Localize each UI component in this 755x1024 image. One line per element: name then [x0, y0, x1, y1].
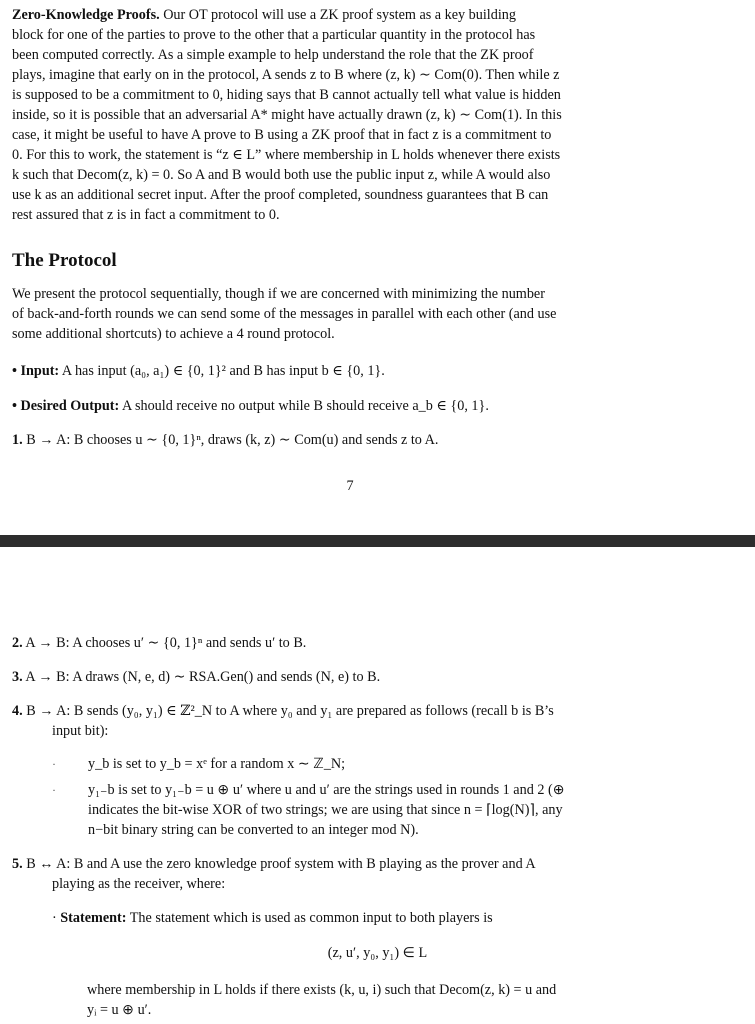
output-text: A should receive no output while B should receive a_b ∈ {0, 1}. — [119, 398, 489, 414]
condition-line: yᵢ = u ⊕ u′. — [87, 1002, 152, 1018]
step-text: B → A: B chooses u ∼ {0, 1}ⁿ, draws (k, z) ∼ Com(u) and sends z to A. — [22, 432, 439, 448]
paragraph-line: inside, so it is possible that an adversarial A* might have actually drawn (z, k) ∼ Com(1). In this — [12, 107, 562, 123]
step-4-sub-item-yb — [52, 754, 696, 774]
bullet-marker: • — [12, 363, 21, 379]
step-text: B ↔ A: B and A use the zero knowledge proof system with B playing as the prover and A — [22, 856, 536, 872]
sub-item-text: y_b is set to y_b = xᵉ for a random x ∼ ℤ_N; — [88, 756, 346, 772]
sub-item-text: indicates the bit-wise XOR of two strings; we are using that since n = ⌈log(N)⌉, any — [88, 802, 563, 818]
paragraph-line: Our OT protocol will use a ZK proof system as a key building — [159, 7, 516, 23]
paragraph-line: been computed correctly. As a simple example to help understand the role that the ZK proof — [12, 47, 534, 63]
zk-proofs-paragraph — [12, 5, 692, 225]
bullet-marker: • — [12, 398, 21, 414]
statement-label: Statement: — [60, 910, 127, 926]
input-bullet — [12, 361, 702, 381]
output-label: Desired Output: — [20, 398, 120, 414]
step-text-continued: input bit): — [52, 723, 109, 739]
step-number: 1. — [12, 432, 23, 448]
input-label: Input: — [20, 363, 60, 379]
step-number: 2. — [12, 635, 23, 651]
page-divider — [0, 535, 755, 547]
paragraph-line: We present the protocol sequentially, though if we are concerned with minimizing the number — [12, 286, 545, 302]
step-text: A → B: A draws (N, e, d) ∼ RSA.Gen() and sends (N, e) to B. — [22, 669, 381, 685]
step-text-continued: playing as the receiver, where: — [52, 876, 226, 892]
step-text: A → B: A chooses u′ ∼ {0, 1}ⁿ and sends u′ to B. — [22, 635, 307, 651]
paragraph-line: is supposed to be a commitment to 0, hiding says that B cannot actually tell what value is hidden — [12, 87, 561, 103]
statement-text: The statement which is used as common input to both players is — [126, 910, 493, 926]
step-1 — [12, 430, 702, 450]
step-text: B → A: B sends (y₀, y₁) ∈ ℤ²_N to A where y₀ and y₁ are prepared as follows (recall b is B’s — [22, 703, 554, 719]
step-number: 3. — [12, 669, 23, 685]
step-2 — [12, 633, 702, 653]
section-title: The Protocol — [12, 250, 117, 271]
paragraph-line: case, it might be useful to have A prove to B using a ZK proof that in fact z is a commitment to — [12, 127, 552, 143]
membership-equation: (z, u′, y₀, y₁) ∈ L — [327, 945, 428, 961]
step-4 — [12, 701, 702, 741]
sub-item-text: n−bit binary string can be converted to an integer mod N). — [88, 822, 419, 838]
paragraph-line: rest assured that z is in fact a commitment to 0. — [12, 207, 280, 223]
step-number: 4. — [12, 703, 23, 719]
paragraph-line: of back-and-forth rounds we can send some of the messages in parallel with each other (and use — [12, 306, 557, 322]
step-3 — [12, 667, 702, 687]
step-5 — [12, 854, 702, 894]
sub-item-text: y₁₋b is set to y₁₋b = u ⊕ u′ where u and u′ are the strings used in rounds 1 and 2 (⊕ — [88, 782, 565, 798]
page-number: 7 — [346, 478, 354, 494]
step-number: 5. — [12, 856, 23, 872]
protocol-intro-paragraph — [12, 284, 692, 344]
output-bullet — [12, 396, 702, 416]
membership-condition — [87, 980, 692, 1020]
statement-bullet — [52, 908, 742, 928]
paragraph-line: some additional shortcuts) to achieve a 4 round protocol. — [12, 326, 335, 342]
paragraph-line: use k as an additional secret input. After the proof completed, soundness guarantees that B can — [12, 187, 549, 203]
sub-bullet-marker: · — [52, 783, 56, 797]
paragraph-line: block for one of the parties to prove to the other that a particular quantity in the protocol has — [12, 27, 536, 43]
sub-bullet-marker: · — [52, 757, 56, 771]
condition-line: where membership in L holds if there exists (k, u, i) such that Decom(z, k) = u and — [87, 982, 557, 998]
sub-bullet-marker: · — [52, 910, 61, 926]
page-8 — [0, 547, 755, 1024]
paragraph-line: k such that Decom(z, k) = 0. So A and B would both use the public input z, while A would also — [12, 167, 551, 183]
step-4-sub-item-y1-b — [52, 780, 696, 840]
input-text: A has input (a₀, a₁) ∈ {0, 1}² and B has input b ∈ {0, 1}. — [59, 363, 385, 379]
paragraph-line: plays, imagine that early on in the protocol, A sends z to B where (z, k) ∼ Com(0). Then while z — [12, 67, 560, 83]
zk-proofs-heading: Zero-Knowledge Proofs. — [12, 7, 160, 23]
paragraph-line: 0. For this to work, the statement is “z ∈ L” where membership in L holds whenever there exists — [12, 147, 561, 163]
